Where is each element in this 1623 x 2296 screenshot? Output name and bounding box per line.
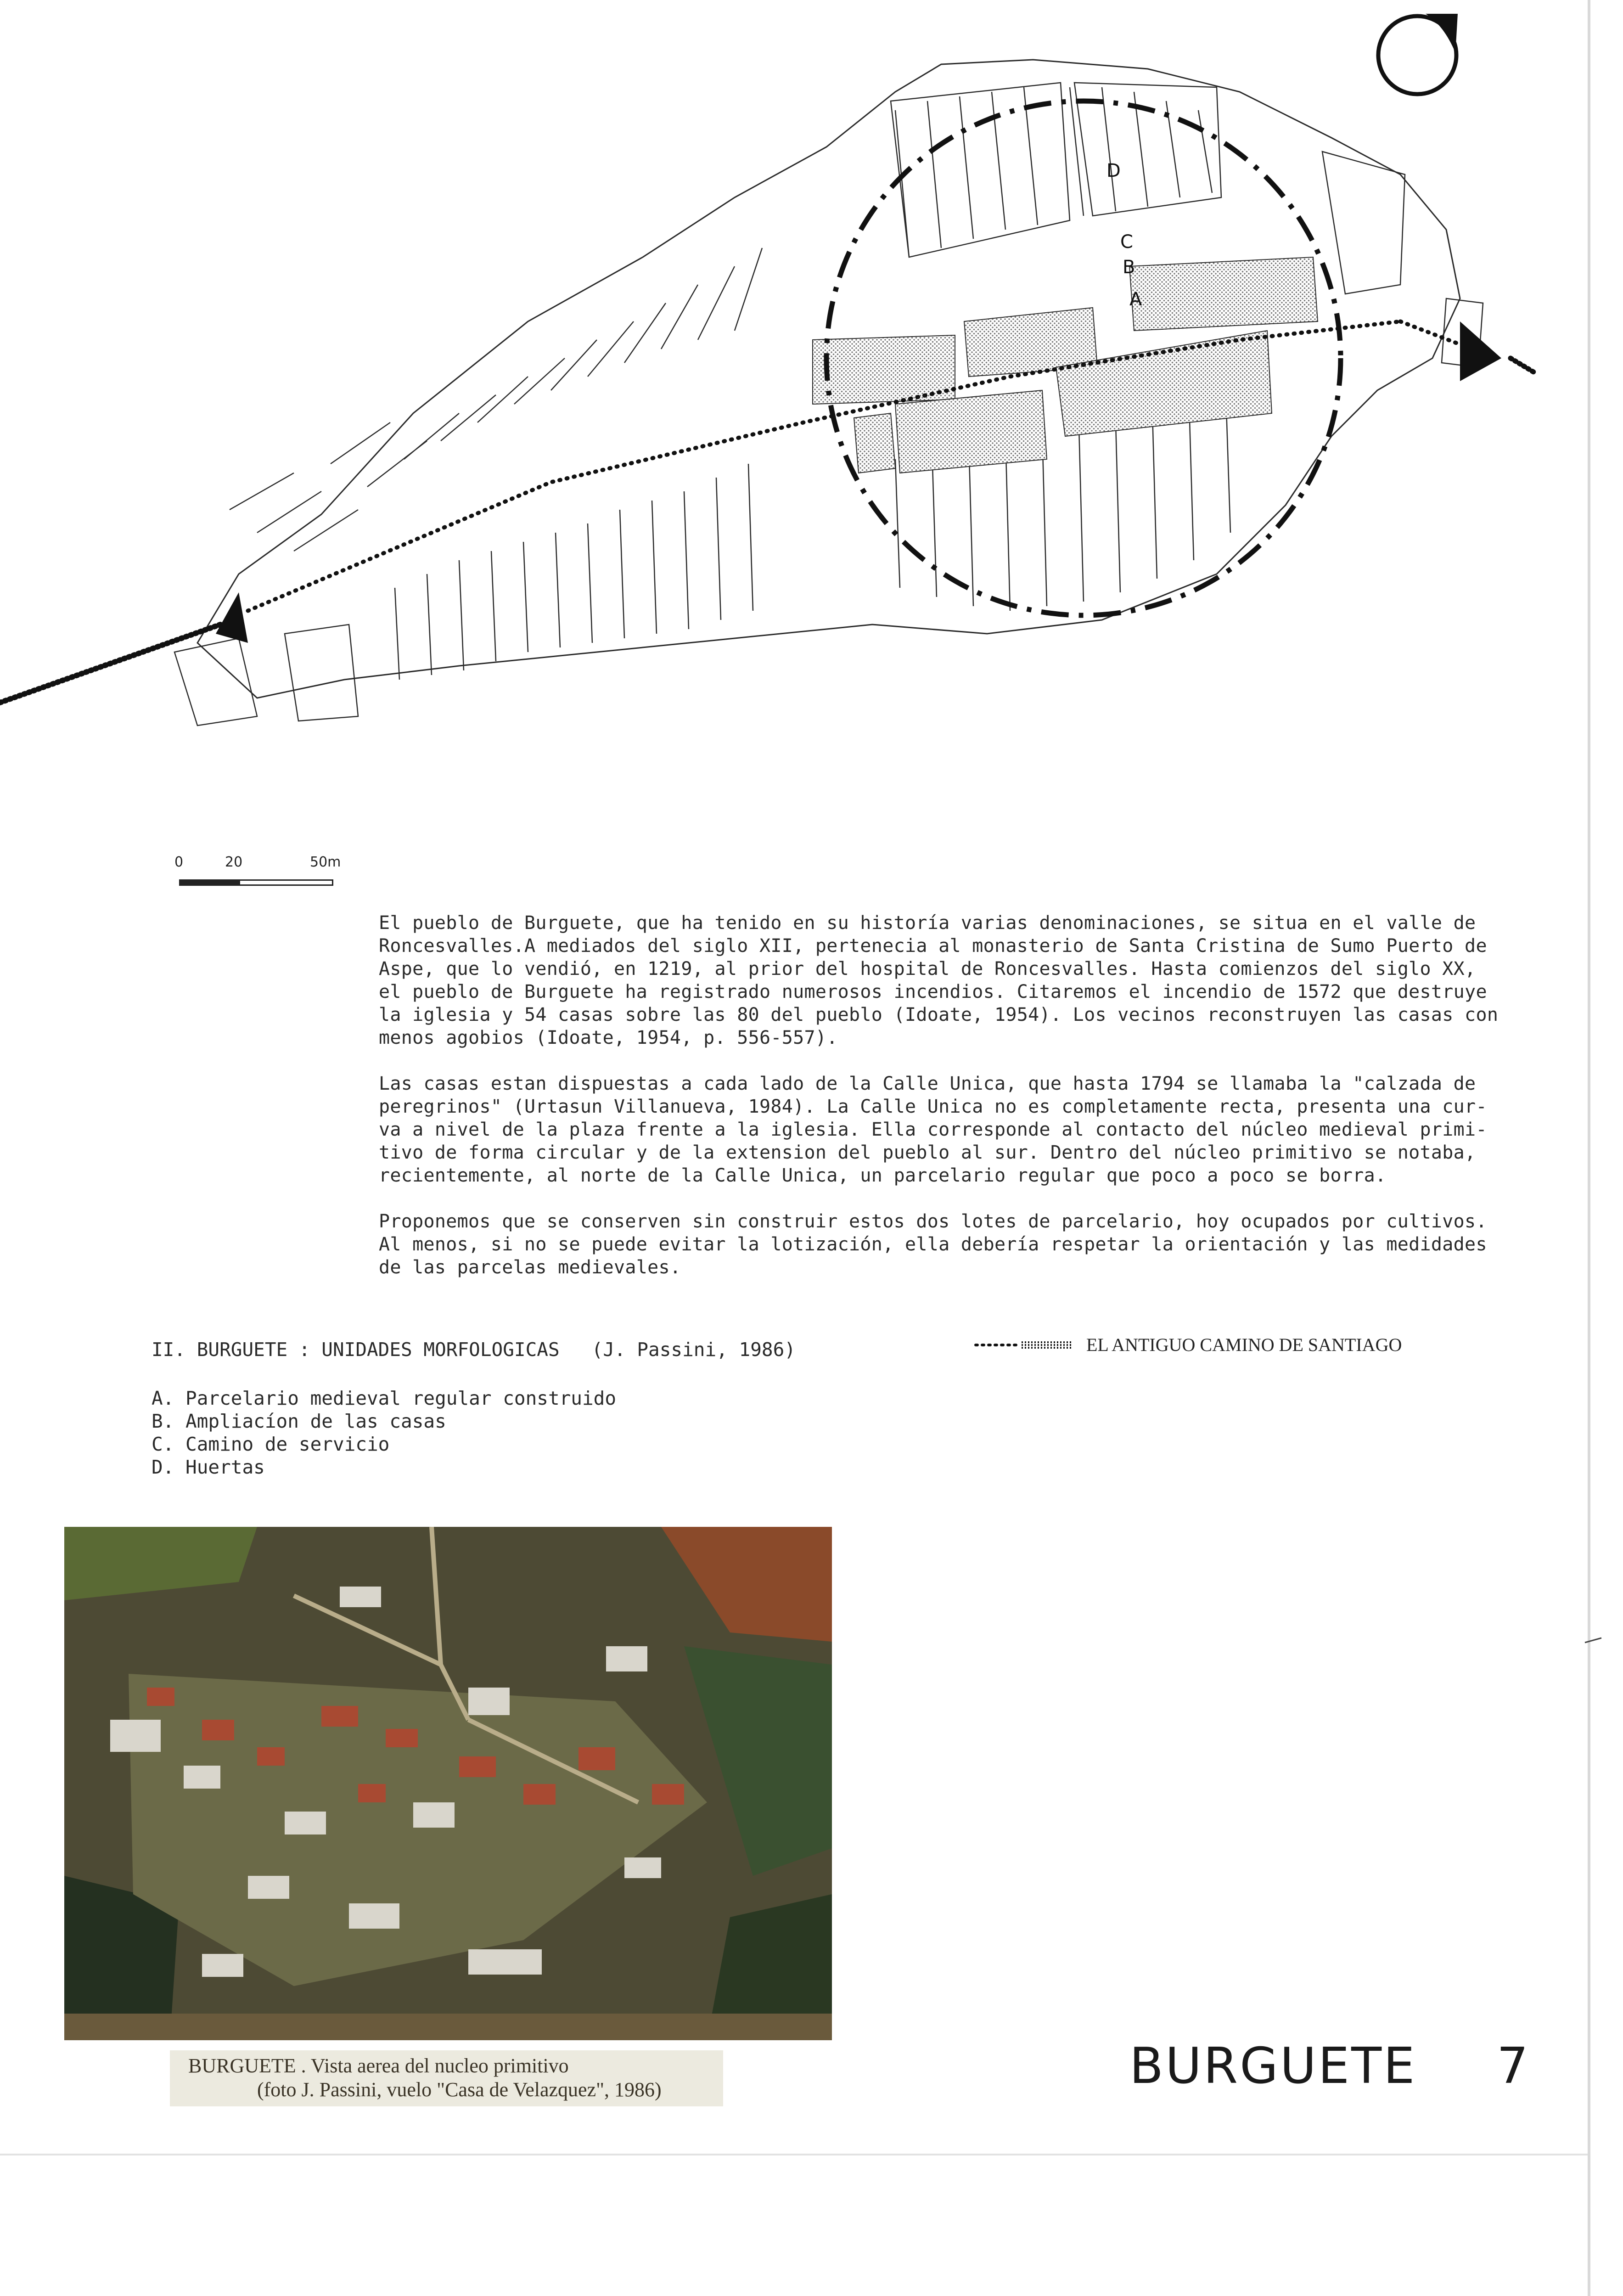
list-item: B. Ampliacíon de las casas bbox=[152, 1410, 446, 1432]
page-bottom-edge bbox=[0, 2154, 1588, 2155]
legend-label: EL ANTIGUO CAMINO DE SANTIAGO bbox=[1086, 1334, 1402, 1355]
caption-line-2: (foto J. Passini, vuelo "Casa de Velazquez", 1986) bbox=[257, 2078, 662, 2101]
paragraph-street: Las casas estan dispuestas a cada lado de la Calle Unica, que hasta 1794 se llamaba la "calzada de peregrinos" (Urtasun Villanueva, 1984). La Calle Unica no es completamente recta, presenta una cur- va a nivel de la plaza frente a la iglesia. Ella corresponde al contacto del núcleo medieval primi- tivo de forma circular y de la extension del pueblo al sur. Dentro del núcleo primitivo se notaba, recientemente, al norte de la Calle Unica, un parcelario regular que poco a poco se borra. bbox=[379, 1073, 1487, 1186]
scale-tick-0: 0 bbox=[174, 854, 184, 870]
margin-mark-icon bbox=[1584, 1637, 1602, 1643]
page-title: BURGUETE bbox=[1129, 2037, 1417, 2095]
route-arrow-west bbox=[216, 592, 248, 643]
page-title-block bbox=[1093, 2027, 1543, 2101]
aerial-photo bbox=[64, 1527, 832, 2040]
dotted-route-icon bbox=[973, 1338, 1074, 1352]
route-legend bbox=[973, 1334, 1402, 1356]
paragraph-history: El pueblo de Burguete, que ha tenido en su historía varias denominaciones, se situa en el valle de Roncesvalles.A mediados del siglo XII, pertenecia al monasterio de Santa Cristina de Sumo Puerto de Aspe, que lo vendió, en 1219, al prior del hospital de Roncesvalles. Hasta comienzos del siglo XX, el pueblo de Burguete ha registrado numerosos incendios. Citaremos el incendio de 1572 que destruye la iglesia y 54 casas sobre las 80 del pueblo (Idoate, 1954). Los vecinos reconstruyen las casas con menos agobios (Idoate, 1954, p. 556-557). bbox=[379, 912, 1499, 1048]
list-item: C. Camino de servicio bbox=[152, 1433, 390, 1455]
page-number: 7 bbox=[1497, 2037, 1528, 2095]
village-plan-map bbox=[0, 0, 1623, 758]
photo-caption bbox=[170, 2050, 723, 2106]
section-title: II. BURGUETE : UNIDADES MORFOLOGICAS bbox=[152, 1339, 560, 1361]
list-item: A. Parcelario medieval regular construido bbox=[152, 1387, 617, 1409]
caption-line-1: BURGUETE . Vista aerea del nucleo primitivo bbox=[188, 2054, 569, 2077]
paragraph-proposal: Proponemos que se conserven sin construir estos dos lotes de parcelario, hoy ocupados por cultivos. Al menos, si no se puede evitar la lotización, ella debería respetar la orientación y las medidades de las parcelas medievales. bbox=[379, 1211, 1487, 1278]
map-label-a: A bbox=[1129, 289, 1142, 310]
north-arrow-icon bbox=[1375, 7, 1462, 99]
map-label-c: C bbox=[1120, 231, 1133, 253]
scale-tick-20: 20 bbox=[225, 854, 243, 870]
camino-route bbox=[0, 321, 1533, 703]
map-label-d: D bbox=[1106, 160, 1121, 181]
section-citation: (J. Passini, 1986) bbox=[591, 1339, 796, 1361]
scale-tick-50: 50m bbox=[310, 854, 341, 870]
map-scale-bar bbox=[174, 854, 349, 886]
hatched-parcels bbox=[813, 257, 1318, 473]
section-heading bbox=[152, 1339, 796, 1361]
map-label-b: B bbox=[1123, 257, 1135, 278]
list-item: D. Huertas bbox=[152, 1456, 265, 1478]
morphological-units-list bbox=[152, 1387, 616, 1479]
